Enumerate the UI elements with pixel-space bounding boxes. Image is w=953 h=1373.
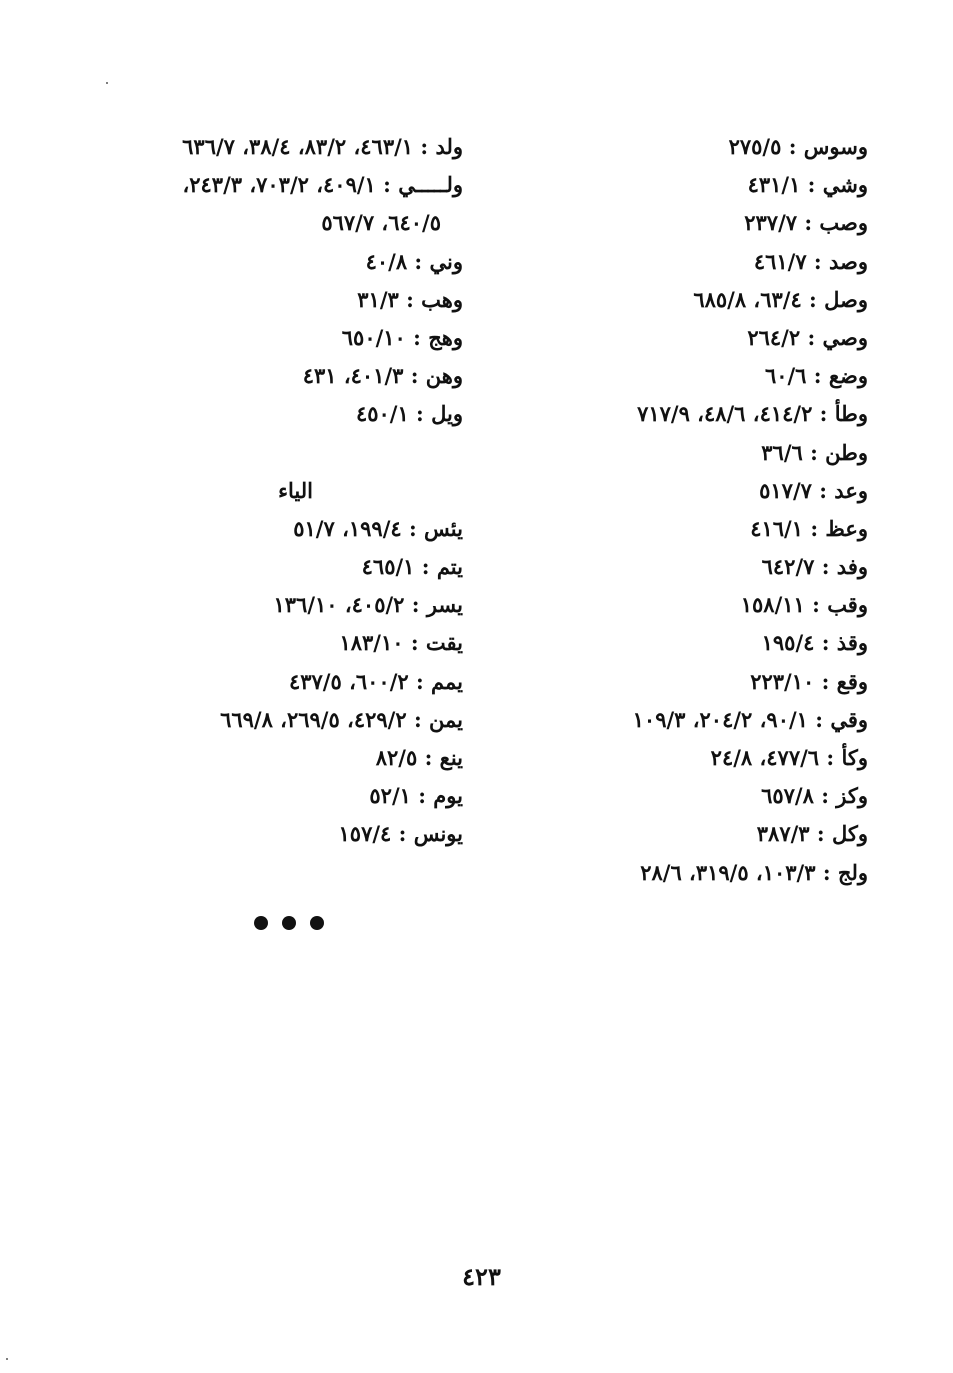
entry-colon: : xyxy=(408,668,432,694)
entry-colon: : xyxy=(803,515,826,541)
entry-headword: وقع xyxy=(836,668,868,694)
entry-colon: : xyxy=(801,286,825,312)
entry-references: ٢٧٥/٥ xyxy=(728,134,782,159)
entry-headword: يمم xyxy=(431,668,463,694)
entry-references: ٣١/٣ xyxy=(357,286,399,312)
entry-colon: : xyxy=(404,592,427,618)
entry-references: ٦٤٠/٥، ٥٦٧/٧ xyxy=(321,210,441,236)
index-entry xyxy=(93,204,463,242)
entry-headword: وعد xyxy=(834,477,868,503)
index-entry xyxy=(93,395,463,433)
index-entry xyxy=(528,243,868,281)
entry-colon: : xyxy=(403,363,426,389)
index-entry xyxy=(528,663,868,701)
entry-references: ٢٦٤/٢ xyxy=(747,324,801,350)
entry-headword: يئس xyxy=(424,515,463,541)
entry-colon: : xyxy=(414,554,437,580)
entry-headword: يونس xyxy=(413,821,463,847)
index-entry xyxy=(93,243,463,281)
entry-headword: يقت xyxy=(425,630,463,656)
entry-colon: : xyxy=(814,630,837,656)
entry-colon: : xyxy=(806,363,829,389)
entry-references: ٦٥٧/٨ xyxy=(761,783,814,809)
entry-references: ٦٥٠/١٠ xyxy=(341,324,406,350)
entry-references: ٤١٦/١ xyxy=(750,515,804,541)
entry-colon: : xyxy=(813,783,837,809)
entry-colon: : xyxy=(417,745,440,770)
index-entry xyxy=(528,854,868,892)
entry-headword: وكل xyxy=(831,821,868,847)
entry-headword: وصد xyxy=(829,248,868,274)
index-entry xyxy=(93,815,463,853)
index-column-right xyxy=(528,128,868,892)
entry-headword: وعظ xyxy=(825,515,868,541)
entry-colon: : xyxy=(781,134,804,159)
index-entry xyxy=(528,395,868,433)
entry-colon: : xyxy=(391,821,414,847)
entry-colon: : xyxy=(800,172,823,198)
index-entry xyxy=(93,357,463,395)
index-entry xyxy=(528,128,868,166)
entry-headword: وفد xyxy=(836,554,868,580)
entry-references: ٤٥٠/١ xyxy=(355,401,409,427)
entry-headword: وطأ xyxy=(834,401,868,427)
entry-references: ٢٢٣/١٠ xyxy=(750,668,815,694)
index-column-left xyxy=(93,128,463,854)
entry-colon: : xyxy=(809,821,832,847)
index-entry xyxy=(93,281,463,319)
entry-headword: وهن xyxy=(425,363,463,389)
index-entry xyxy=(528,166,868,204)
entry-colon: : xyxy=(403,630,426,656)
index-entry xyxy=(93,777,463,815)
entry-headword: ولج xyxy=(837,859,868,885)
entry-references: ٤٦١/٧ xyxy=(753,248,807,274)
index-entry xyxy=(93,510,463,548)
index-entry xyxy=(528,815,868,853)
entry-references: ٣٨٧/٣ xyxy=(756,821,810,847)
entry-references: ٨٢/٥ xyxy=(375,745,418,770)
entry-references: ١٠٣/٣، ٣١٩/٥، ٢٨/٦ xyxy=(640,859,816,885)
entry-headword: ينع xyxy=(439,745,463,770)
entry-references: ٤٦٣/١، ٨٣/٢، ٣٨/٤، ٦٣٦/٧ xyxy=(182,134,414,159)
index-entry xyxy=(93,586,463,624)
entry-colon: : xyxy=(812,401,835,427)
entry-references: ٣٦/٦ xyxy=(761,439,803,465)
entry-colon: : xyxy=(797,210,820,236)
entry-references: ١٥٨/١١ xyxy=(740,592,805,618)
entry-colon: : xyxy=(800,324,823,350)
entry-references: ٦٠٠/٢، ٤٣٧/٥ xyxy=(288,668,409,694)
entry-headword: وشي xyxy=(822,172,868,198)
index-entry xyxy=(528,701,868,739)
entry-references: ١٩٥/٤ xyxy=(761,630,815,656)
entry-references: ٤٧٧/٦، ٢٤/٨ xyxy=(710,745,820,770)
entry-headword: ولـــــي xyxy=(398,172,463,198)
entry-headword: وقذ xyxy=(836,630,868,656)
entry-colon: : xyxy=(806,248,829,274)
entry-colon: : xyxy=(406,706,430,732)
index-entry xyxy=(528,624,868,662)
index-entry xyxy=(528,548,868,586)
entry-colon: : xyxy=(807,706,831,732)
index-entry xyxy=(93,319,463,357)
entry-colon: : xyxy=(410,783,434,809)
index-entry xyxy=(93,128,463,166)
index-entry xyxy=(93,166,463,204)
entry-references: ٤٣١/١ xyxy=(747,172,801,198)
entry-references: ٥١٧/٧ xyxy=(759,477,812,503)
entry-references: ٤٠/٨ xyxy=(365,248,408,274)
entry-headword: وصل xyxy=(824,286,868,312)
section-title: الياء xyxy=(278,477,313,503)
entry-colon: : xyxy=(815,859,838,885)
index-entry xyxy=(93,739,463,777)
entry-colon: : xyxy=(811,477,835,503)
entry-colon: : xyxy=(408,401,432,427)
index-entry xyxy=(93,548,463,586)
entry-headword: وقي xyxy=(830,706,868,732)
entry-headword: وصي xyxy=(822,324,868,350)
entry-headword: وضع xyxy=(828,363,868,389)
index-entry xyxy=(93,663,463,701)
index-entry xyxy=(528,510,868,548)
entry-colon: : xyxy=(819,745,842,770)
index-entry xyxy=(528,586,868,624)
entry-references: ٦٠/٦ xyxy=(764,363,807,389)
entry-references: ٦٣/٤، ٦٨٥/٨ xyxy=(693,286,802,312)
entry-references: ٥٢/١ xyxy=(369,783,411,809)
entry-headword: وهج xyxy=(428,324,463,350)
index-entry xyxy=(528,739,868,777)
entry-references: ١٨٣/١٠ xyxy=(339,630,404,656)
entry-references: ١٩٩/٤، ٥١/٧ xyxy=(293,515,402,541)
entry-references: ٤١٤/٢، ٤٨/٦، ٧١٧/٩ xyxy=(637,401,813,427)
index-entry xyxy=(528,281,868,319)
ornament-dot xyxy=(282,916,296,930)
entry-headword: يتم xyxy=(436,554,463,580)
index-entry xyxy=(528,472,868,510)
entry-references: ٤٢٩/٢، ٢٦٩/٥، ٦٦٩/٨ xyxy=(220,706,407,732)
entry-headword: يمن xyxy=(429,706,463,732)
index-entry xyxy=(528,204,868,242)
entry-references: ٤٠٥/٢، ١٣٦/١٠ xyxy=(273,592,405,618)
entry-headword: ويل xyxy=(431,401,463,427)
entry-colon: : xyxy=(814,668,837,694)
entry-references: ٦٤٢/٧ xyxy=(761,554,815,580)
entry-references: ٢٣٧/٧ xyxy=(744,210,798,236)
page-number: ٤٢٣ xyxy=(462,1262,501,1291)
entry-colon: : xyxy=(401,515,425,541)
entry-colon: : xyxy=(802,439,826,465)
entry-colon: : xyxy=(804,592,828,618)
entry-headword: وصب xyxy=(819,210,868,236)
entry-references: ١٥٧/٤ xyxy=(338,821,392,847)
index-entry xyxy=(93,624,463,662)
index-entry xyxy=(528,357,868,395)
entry-colon: : xyxy=(398,286,422,312)
entry-headword: وهب xyxy=(421,286,463,312)
entry-colon: : xyxy=(407,248,430,274)
index-entry xyxy=(93,701,463,739)
entry-headword: يسر xyxy=(426,592,463,618)
entry-headword: ولد xyxy=(435,134,463,159)
entry-headword: وقب xyxy=(827,592,868,618)
entry-headword: وني xyxy=(429,248,463,274)
entry-references: ٤٠٩/١، ٧٠٣/٢، ٢٤٣/٣، xyxy=(182,172,376,198)
scan-speck xyxy=(106,82,108,84)
entry-references: ٩٠/١، ٢٠٤/٢، ١٠٩/٣ xyxy=(632,706,808,732)
entry-colon: : xyxy=(405,324,429,350)
entry-headword: وكأ xyxy=(841,745,868,770)
entry-colon: : xyxy=(375,172,399,198)
index-entry xyxy=(528,434,868,472)
entry-colon: : xyxy=(413,134,436,159)
entry-headword: وكز xyxy=(836,783,868,809)
entry-colon: : xyxy=(814,554,837,580)
entry-references: ٤٦٥/١ xyxy=(361,554,415,580)
entry-headword: يوم xyxy=(433,783,463,809)
entry-headword: وسوس xyxy=(803,134,868,159)
ornament-dot xyxy=(254,916,268,930)
section-end-ornament xyxy=(254,916,334,936)
spacer xyxy=(93,434,463,472)
index-entry xyxy=(528,319,868,357)
scan-speck xyxy=(6,1358,8,1360)
entry-headword: وطن xyxy=(825,439,868,465)
ornament-dot xyxy=(310,916,324,930)
index-entry xyxy=(528,777,868,815)
entry-references: ٤٠١/٣، ٤٣١ xyxy=(302,363,404,389)
